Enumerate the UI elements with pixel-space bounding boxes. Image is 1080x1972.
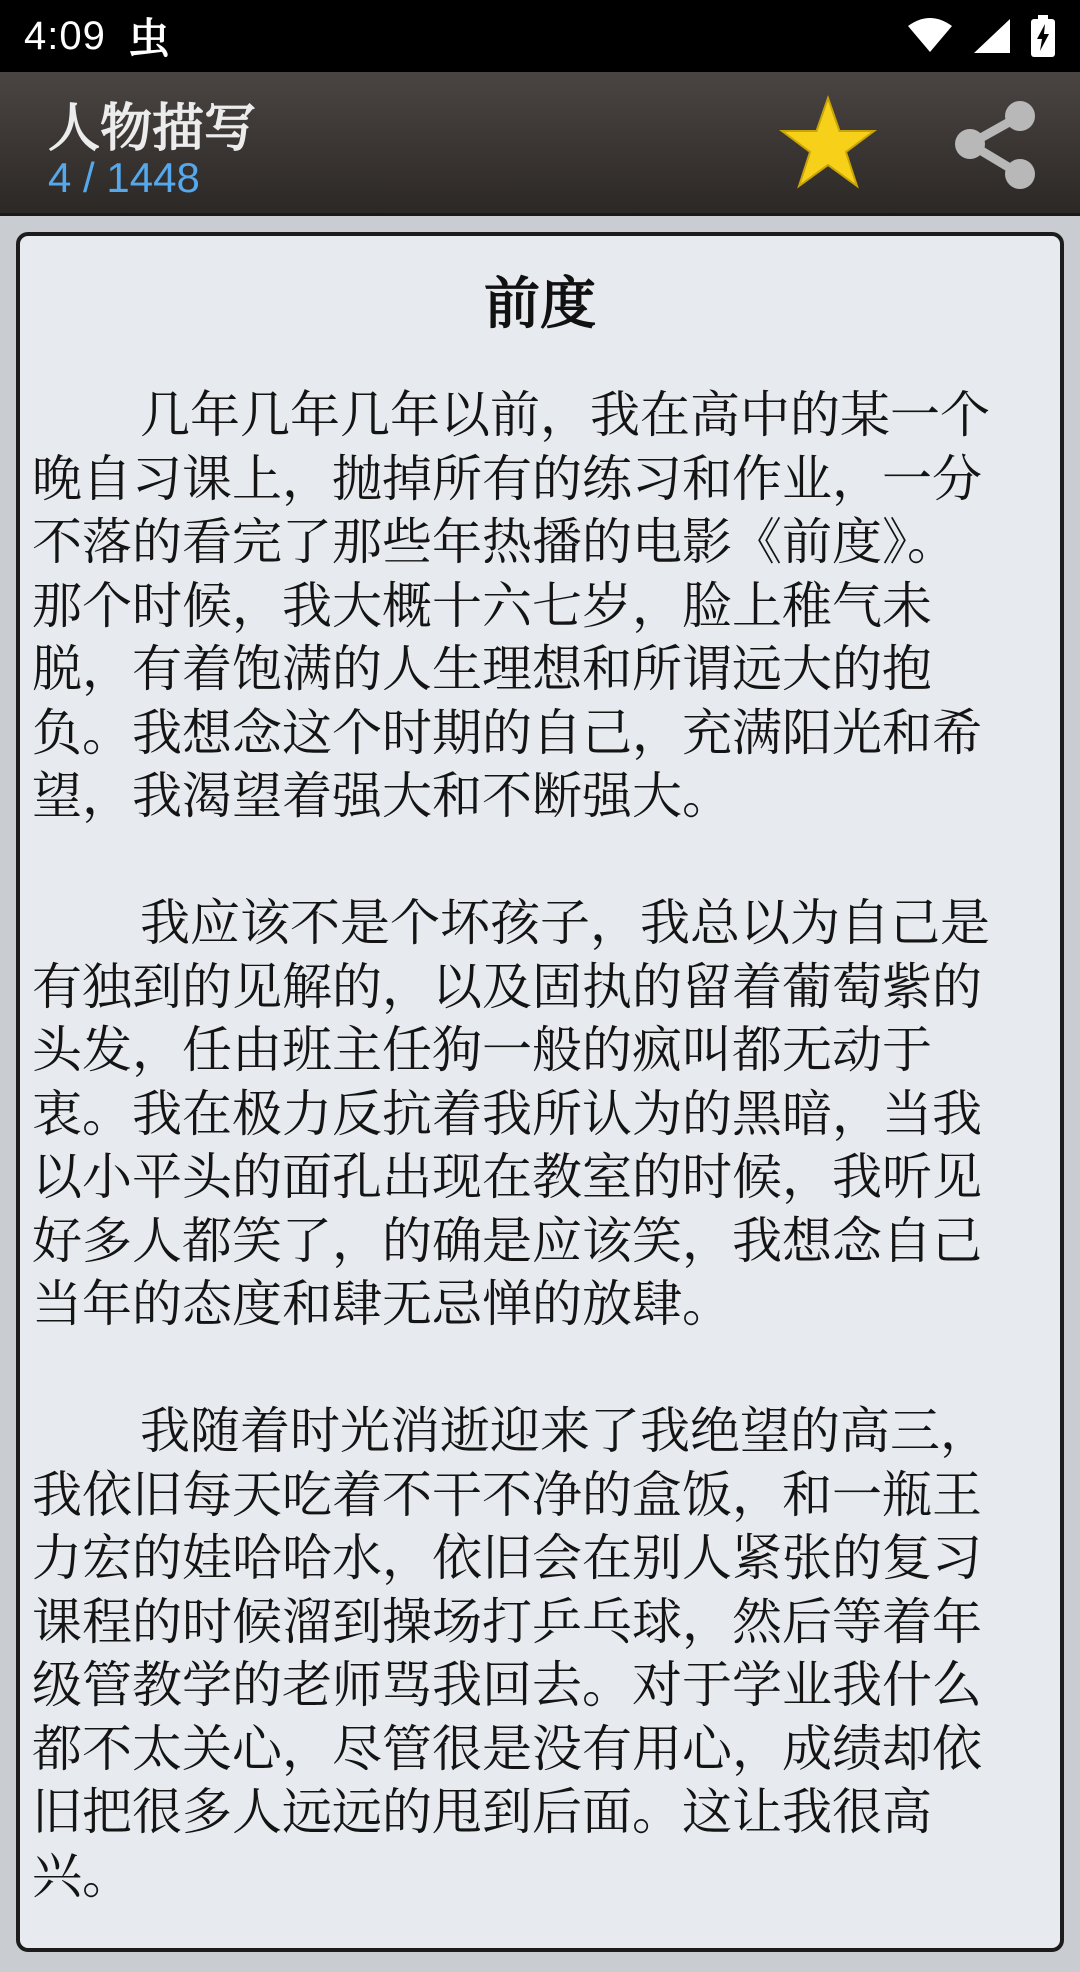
status-time: 4:09 bbox=[24, 13, 106, 58]
status-bar bbox=[0, 0, 1080, 72]
text-line: 旧把很多人远远的甩到后面。这让我很高 bbox=[32, 1783, 932, 1841]
article-paragraph bbox=[32, 892, 1056, 1337]
battery-charging-icon bbox=[1030, 15, 1056, 57]
notification-icon: 虫 bbox=[127, 14, 170, 63]
text-line: 课程的时候溜到操场打乒乓球，然后等着年 bbox=[32, 1592, 982, 1651]
text-line: 头发，任由班主任狗一般的疯叫都无动于 bbox=[32, 1021, 932, 1079]
text-line: 负。我想念这个时期的自己，充满阳光和希 bbox=[32, 703, 982, 762]
text-line: 好多人都笑了，的确是应该笑，我想念自己 bbox=[32, 1211, 982, 1270]
article-body[interactable] bbox=[32, 384, 1056, 1972]
text-line: 级管教学的老师骂我回去。对于学业我什么 bbox=[32, 1656, 982, 1714]
article-paragraph bbox=[32, 1400, 1056, 1908]
cell-signal-icon bbox=[972, 17, 1012, 55]
page-title: 人物描写 bbox=[48, 99, 257, 159]
favorite-button[interactable] bbox=[778, 94, 878, 194]
wifi-icon bbox=[906, 18, 954, 54]
text-line: 我依旧每天吃着不干不净的盒饭，和一瓶王 bbox=[32, 1465, 982, 1524]
star-icon bbox=[778, 94, 878, 194]
text-line: 晚自习课上，抛掉所有的练习和作业，一分 bbox=[32, 449, 982, 508]
text-line: 脱，有着饱满的人生理想和所谓远大的抱 bbox=[32, 640, 932, 698]
share-button[interactable] bbox=[950, 98, 1040, 192]
text-line: 我应该不是个坏孩子，我总以为自己是 bbox=[140, 894, 990, 952]
text-line: 望，我渴望着强大和不断强大。 bbox=[32, 767, 732, 825]
text-line: 当年的态度和肆无忌惮的放肆。 bbox=[32, 1275, 732, 1333]
page-counter: 4 / 1448 bbox=[48, 154, 200, 201]
text-line: 那个时候，我大概十六七岁，脸上稚气未 bbox=[32, 576, 932, 635]
text-line: 兴。 bbox=[32, 1846, 132, 1905]
text-line: 力宏的娃哈哈水，依旧会在别人紧张的复习 bbox=[32, 1529, 982, 1587]
text-line: 都不太关心，尽管很是没有用心，成绩却依 bbox=[32, 1719, 982, 1778]
article-title: 前度 bbox=[484, 272, 596, 337]
app-bar bbox=[0, 72, 1080, 216]
text-line: 以小平头的面孔出现在教室的时候，我听见 bbox=[32, 1148, 982, 1206]
status-icons bbox=[906, 15, 1056, 57]
text-line: 几年几年几年以前，我在高中的某一个 bbox=[140, 386, 990, 444]
text-line: 我随着时光消逝迎来了我绝望的高三， bbox=[140, 1402, 990, 1460]
article-paragraph bbox=[32, 384, 1056, 829]
article-card bbox=[16, 232, 1064, 1952]
text-line: 有独到的见解的，以及固执的留着葡萄紫的 bbox=[32, 957, 982, 1016]
text-line: 衷。我在极力反抗着我所认为的黑暗，当我 bbox=[32, 1084, 982, 1143]
text-line: 不落的看完了那些年热播的电影《前度》。 bbox=[32, 513, 957, 571]
share-icon bbox=[950, 98, 1040, 192]
